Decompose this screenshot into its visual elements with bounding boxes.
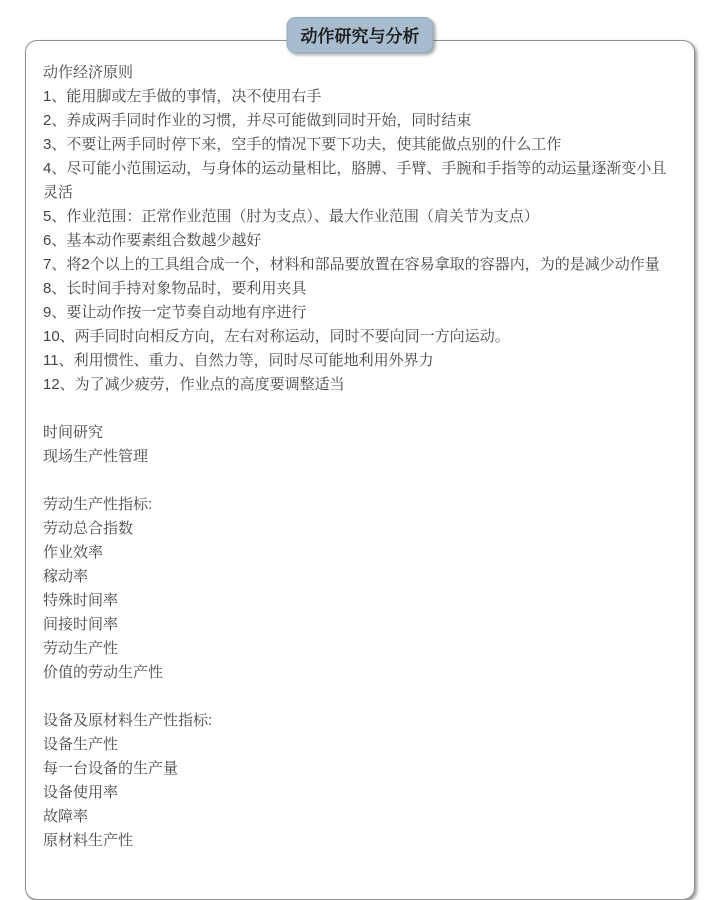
- text-line: 12、为了减少疲劳，作业点的高度要调整适当: [43, 376, 345, 393]
- text-line: 设备及原材料生产性指标:: [43, 712, 213, 729]
- text-line: 1、能用脚或左手做的事情，决不使用右手: [43, 88, 322, 105]
- text-line: 10、两手同时向相反方向，左右对称运动，同时不要向同一方向运动。: [43, 328, 510, 345]
- text-line: 故障率: [43, 808, 89, 825]
- content-panel: [25, 27, 695, 900]
- text-line: 7、将2个以上的工具组合成一个，材料和部品要放置在容易拿取的容器内，为的是减少动作量: [43, 256, 660, 273]
- text-line: 2、养成两手同时作业的习惯，并尽可能做到同时开始，同时结束: [43, 112, 472, 129]
- blank-line: [43, 397, 677, 421]
- text-line: 时间研究: [43, 424, 104, 441]
- text-line: 稼动率: [43, 568, 89, 585]
- blank-line: [43, 685, 677, 709]
- text-line: 劳动生产性: [43, 640, 119, 657]
- text-line: 原材料生产性: [43, 832, 134, 849]
- content-lines: [43, 61, 677, 853]
- text-line: 劳动生产性指标:: [43, 496, 153, 513]
- text-line: 特殊时间率: [43, 592, 119, 609]
- text-line: 9、要让动作按一定节奏自动地有序进行: [43, 304, 307, 321]
- text-line: 11、利用惯性、重力、自然力等，同时尽可能地利用外界力: [43, 352, 434, 369]
- text-line: 4、尽可能小范围运动，与身体的运动量相比，胳膊、手臂、手腕和手指等的动运量逐渐变小且灵活: [43, 160, 667, 201]
- text-line: 动作经济原则: [43, 64, 134, 81]
- text-line: 现场生产性管理: [43, 448, 149, 465]
- text-line: 3、不要让两手同时停下来，空手的情况下要下功夫，使其能做点别的什么工作: [43, 136, 562, 153]
- text-line: 6、基本动作要素组合数越少越好: [43, 232, 262, 249]
- text-line: 价值的劳动生产性: [43, 664, 164, 681]
- text-line: 劳动总合指数: [43, 520, 134, 537]
- blank-line: [43, 469, 677, 493]
- text-line: 间接时间率: [43, 616, 119, 633]
- text-line: 5、作业范围：正常作业范围（肘为支点）、最大作业范围（肩关节为支点）: [43, 208, 539, 225]
- text-line: 每一台设备的生产量: [43, 760, 179, 777]
- title-badge: 动作研究与分析: [287, 17, 434, 53]
- text-line: 设备使用率: [43, 784, 119, 801]
- text-line: 作业效率: [43, 544, 104, 561]
- text-line: 设备生产性: [43, 736, 119, 753]
- text-line: 8、长时间手持对象物品时，要利用夹具: [43, 280, 307, 297]
